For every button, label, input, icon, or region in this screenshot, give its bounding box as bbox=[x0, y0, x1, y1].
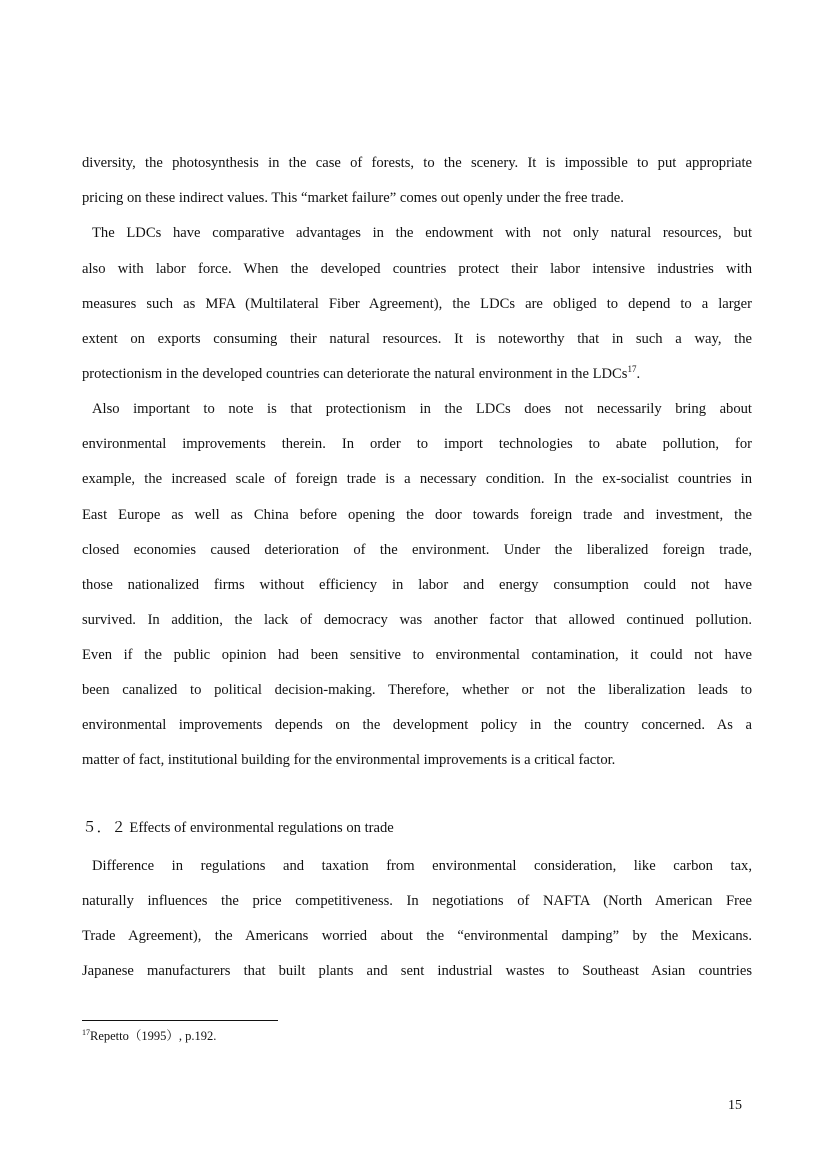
body-line-5: measures such as MFA (Multilateral Fiber Agreement), the LDCs are obliged to depend to a larger bbox=[82, 296, 752, 312]
body-line-9: environmental improvements therein. In order to import technologies to abate pollution, for bbox=[82, 436, 752, 452]
body-line-4: also with labor force. When the developed countries protect their labor intensive industries with bbox=[82, 261, 752, 277]
body-line-2: pricing on these indirect values. This “market failure” comes out openly under the free trade. bbox=[82, 190, 624, 206]
section-heading: ５．２ Effects of environmental regulations on trade bbox=[82, 820, 394, 836]
body-line-15: Even if the public opinion had been sensitive to environmental contamination, it could not have bbox=[82, 647, 752, 663]
body-line-7 bbox=[82, 364, 752, 384]
footnote-text: Repetto（1995）, p.192. bbox=[90, 1029, 217, 1043]
section-line-2: naturally influences the price competitiveness. In negotiations of NAFTA (North American Free bbox=[82, 893, 752, 909]
body-line-18: matter of fact, institutional building for the environmental improvements is a critical factor. bbox=[82, 752, 616, 768]
body-line-6: extent on exports consuming their natural resources. It is noteworthy that in such a way, the bbox=[82, 331, 752, 347]
section-line-4: Japanese manufacturers that built plants and sent industrial wastes to Southeast Asian countries bbox=[82, 963, 752, 979]
footnote-marker: 17 bbox=[82, 1028, 90, 1037]
footnote-reference-trail: . bbox=[636, 366, 641, 382]
section-line-1: Difference in regulations and taxation from environmental consideration, like carbon tax, bbox=[92, 858, 752, 874]
body-line-14: survived. In addition, the lack of democracy was another factor that allowed continued pollution. bbox=[82, 612, 752, 628]
page-number: 15 bbox=[728, 1098, 742, 1113]
body-line-8: Also important to note is that protectionism in the LDCs does not necessarily bring about bbox=[92, 401, 752, 417]
body-line-3: The LDCs have comparative advantages in the endowment with not only natural resources, but bbox=[92, 225, 752, 241]
body-line-10: example, the increased scale of foreign trade is a necessary condition. In the ex-socialist countries in bbox=[82, 471, 752, 487]
body-line-7-text: protectionism in the developed countries can deteriorate the natural environment in the LDCs bbox=[82, 366, 628, 382]
footnote-reference[interactable]: 17 bbox=[627, 364, 637, 374]
section-line-3: Trade Agreement), the Americans worried about the “environmental damping” by the Mexicans. bbox=[82, 928, 752, 944]
body-line-16: been canalized to political decision-making. Therefore, whether or not the liberalization leads to bbox=[82, 682, 752, 698]
body-line-1: diversity, the photosynthesis in the case of forests, to the scenery. It is impossible to put appropriate bbox=[82, 155, 752, 171]
footnote bbox=[82, 1027, 216, 1045]
body-line-13: those nationalized firms without efficiency in labor and energy consumption could not have bbox=[82, 577, 752, 593]
footnote-divider bbox=[82, 1020, 278, 1021]
body-line-12: closed economies caused deterioration of the environment. Under the liberalized foreign trade, bbox=[82, 542, 752, 558]
body-line-11: East Europe as well as China before opening the door towards foreign trade and investment, the bbox=[82, 507, 752, 523]
body-line-17: environmental improvements depends on the development policy in the country concerned. As a bbox=[82, 717, 752, 733]
